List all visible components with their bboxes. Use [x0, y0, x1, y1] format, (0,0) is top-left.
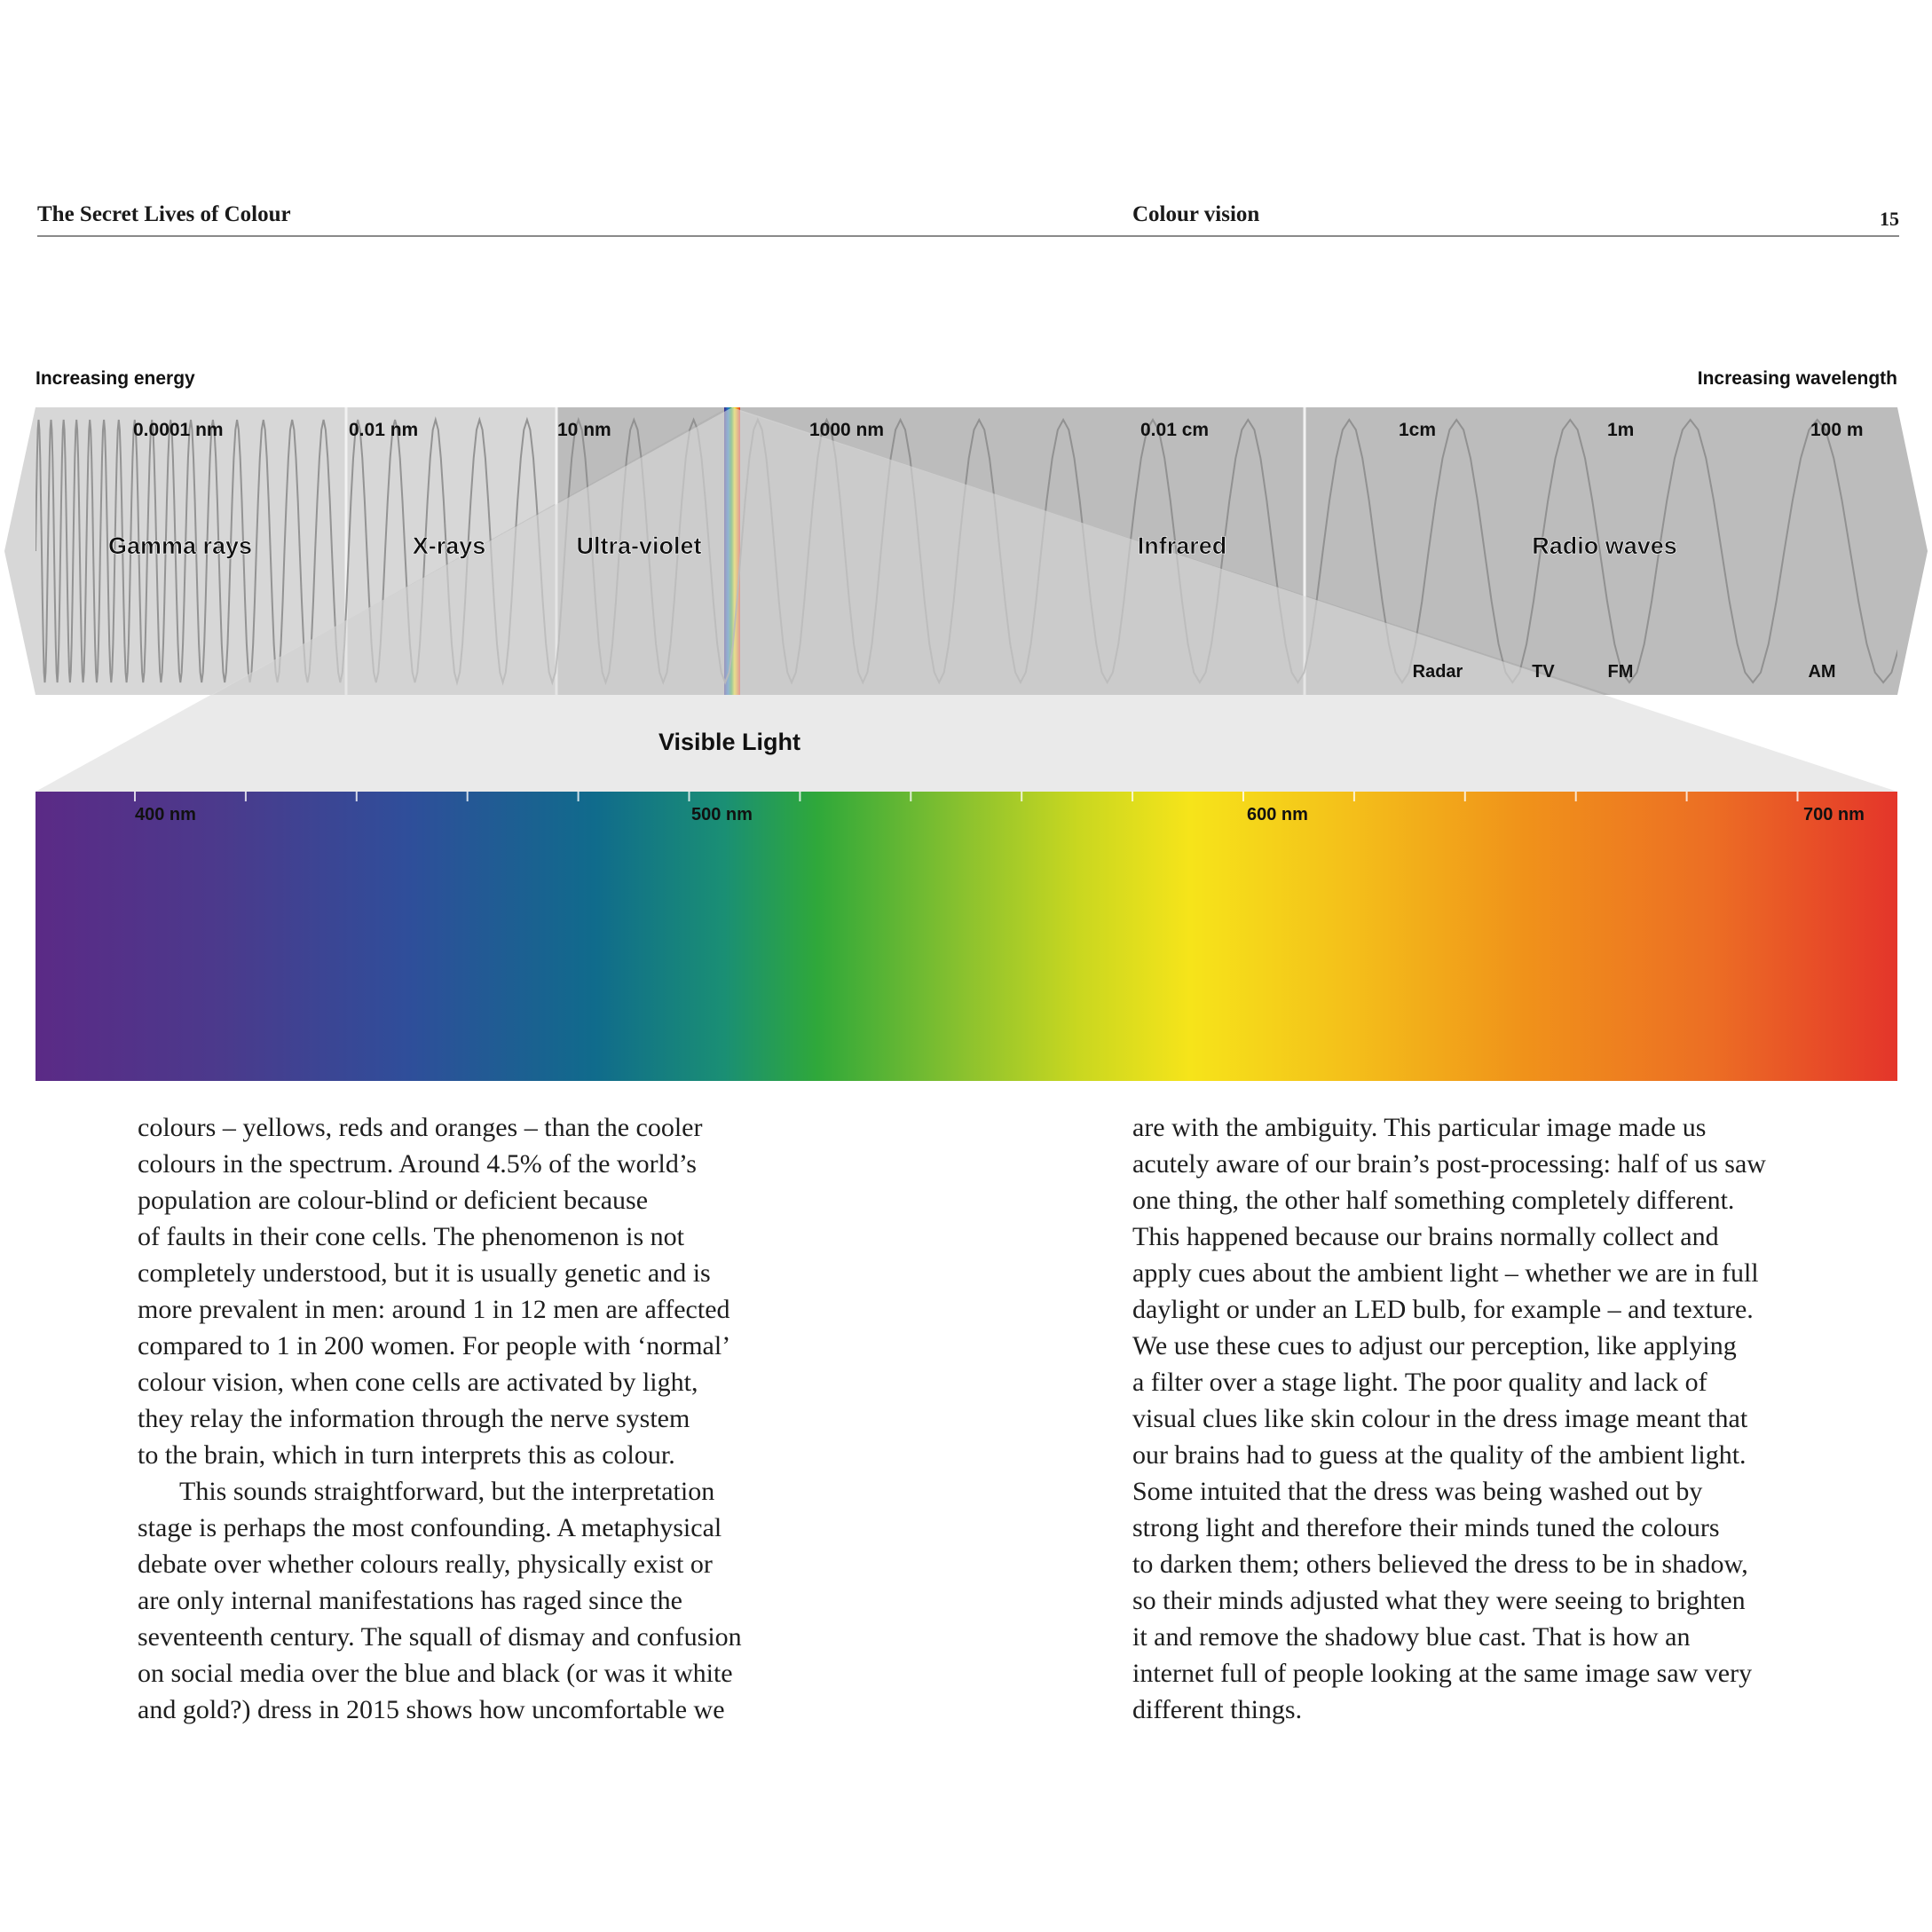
text-line: This happened because our brains normally collect and [1132, 1222, 1719, 1251]
increasing-energy-label: Increasing energy [35, 368, 195, 389]
radio-use-label: Radar [1412, 662, 1463, 682]
visible-wavelength-label: 400 nm [135, 805, 196, 824]
wavelength-tick-label: 10 nm [557, 420, 611, 440]
wavelength-tick-label: 1cm [1399, 420, 1437, 440]
radio-use-label: TV [1532, 662, 1555, 682]
text-line: completely understood, but it is usually genetic and is [138, 1258, 711, 1288]
wavelength-tick-label: 1000 nm [809, 420, 885, 440]
text-line: one thing, the other half something completely different. [1132, 1186, 1735, 1215]
text-line: We use these cues to adjust our perception, like applying [1132, 1331, 1737, 1360]
radio-use-label: FM [1607, 662, 1634, 682]
text-line: This sounds straightforward, but the interpretation [179, 1477, 715, 1506]
body-text-left-column [138, 1109, 812, 1728]
text-line: to darken them; others believed the dress to be in shadow, [1132, 1550, 1748, 1579]
band-label: Infrared [1137, 532, 1227, 559]
text-line: population are colour-blind or deficient because [138, 1186, 649, 1215]
text-line: are with the ambiguity. This particular image made us [1132, 1113, 1707, 1142]
text-line: daylight or under an LED bulb, for example – and texture. [1132, 1295, 1754, 1324]
wavelength-tick-label: 0.0001 nm [133, 420, 224, 440]
text-line: are only internal manifestations has raged since the [138, 1586, 682, 1615]
text-line: Some intuited that the dress was being washed out by [1132, 1477, 1703, 1506]
text-line: visual clues like skin colour in the dress image meant that [1132, 1404, 1748, 1433]
text-line: colours in the spectrum. Around 4.5% of the world’s [138, 1149, 697, 1179]
text-line: so their minds adjusted what they were seeing to brighten [1132, 1586, 1746, 1615]
visible-wavelength-label: 500 nm [691, 805, 753, 824]
text-line: to the brain, which in turn interprets this as colour. [138, 1440, 675, 1470]
visible-spectrum-gradient [35, 792, 1897, 1081]
running-head-book-title: The Secret Lives of Colour [37, 202, 291, 226]
text-line: seventeenth century. The squall of dismay and confusion [138, 1622, 742, 1652]
radio-use-label: AM [1808, 662, 1836, 682]
text-line: on social media over the blue and black (or was it white [138, 1659, 733, 1688]
text-line: of faults in their cone cells. The phenomenon is not [138, 1222, 684, 1251]
text-line: debate over whether colours really, physically exist or [138, 1550, 713, 1579]
paragraph [138, 1109, 812, 1473]
text-line: apply cues about the ambient light – whether we are in full [1132, 1258, 1759, 1288]
text-line: a filter over a stage light. The poor quality and lack of [1132, 1368, 1707, 1397]
page-number: 15 [1880, 208, 1899, 230]
visible-wavelength-label: 700 nm [1803, 805, 1865, 824]
wavelength-tick-label: 0.01 cm [1140, 420, 1210, 440]
visible-wavelength-label: 600 nm [1247, 805, 1308, 824]
text-line: different things. [1132, 1695, 1303, 1724]
text-line: internet full of people looking at the same image saw very [1132, 1659, 1753, 1688]
text-line: they relay the information through the nerve system [138, 1404, 690, 1433]
text-line: more prevalent in men: around 1 in 12 men are affected [138, 1295, 730, 1324]
text-line: our brains had to guess at the quality of the ambient light. [1132, 1440, 1747, 1470]
visible-light-label: Visible Light [658, 729, 801, 755]
text-line: strong light and therefore their minds tuned the colours [1132, 1513, 1720, 1542]
increasing-wavelength-label: Increasing wavelength [1697, 368, 1897, 389]
wavelength-tick-label: 100 m [1810, 420, 1864, 440]
band-label: Ultra-violet [576, 532, 702, 559]
text-line: stage is perhaps the most confounding. A metaphysical [138, 1513, 722, 1542]
text-line: colours – yellows, reds and oranges – than the cooler [138, 1113, 703, 1142]
text-line: and gold?) dress in 2015 shows how uncomfortable we [138, 1695, 725, 1724]
band-label: Radio waves [1532, 532, 1677, 559]
band-label: X-rays [412, 532, 486, 559]
visible-spectrum-bar [35, 792, 1897, 1081]
text-line: it and remove the shadowy blue cast. That is how an [1132, 1622, 1691, 1652]
running-head-section-title: Colour vision [1132, 202, 1260, 226]
text-line: colour vision, when cone cells are activated by light, [138, 1368, 698, 1397]
body-text-right-column [1132, 1109, 1807, 1728]
text-line: compared to 1 in 200 women. For people with ‘normal’ [138, 1331, 731, 1360]
paragraph [1132, 1109, 1807, 1728]
wavelength-tick-label: 0.01 nm [349, 420, 419, 440]
paragraph [138, 1473, 812, 1728]
wavelength-tick-label: 1m [1607, 420, 1635, 440]
text-line: acutely aware of our brain’s post-processing: half of us saw [1132, 1149, 1766, 1179]
band-label: Gamma rays [107, 532, 253, 559]
